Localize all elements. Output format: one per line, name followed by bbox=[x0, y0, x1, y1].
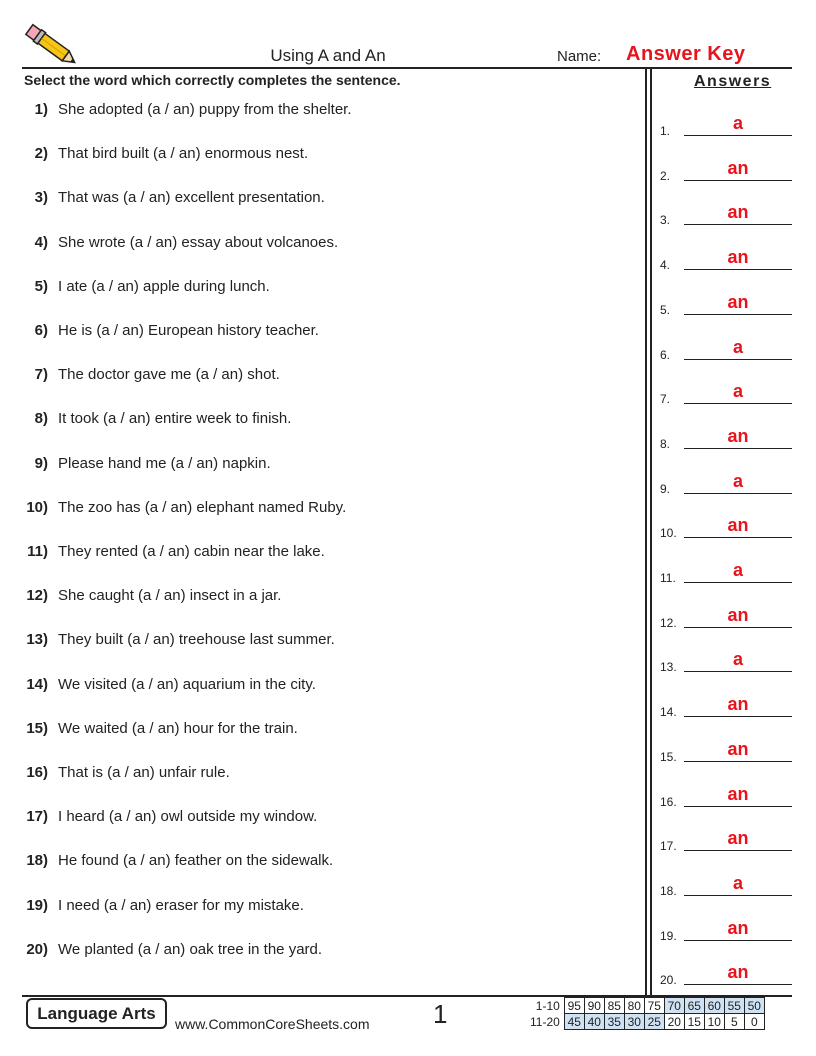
answer-item bbox=[660, 823, 795, 853]
answer-line bbox=[684, 269, 792, 270]
score-cell: 5 bbox=[724, 1014, 744, 1030]
question-text: He found (a / an) feather on the sidewalk. bbox=[58, 852, 334, 870]
answer-line bbox=[684, 314, 792, 315]
question-item bbox=[0, 940, 640, 964]
question-item bbox=[0, 675, 640, 699]
website-link: www.CommonCoreSheets.com bbox=[175, 1016, 370, 1032]
answer-line bbox=[684, 582, 792, 583]
answer-number: 15. bbox=[660, 749, 677, 764]
question-text: She adopted (a / an) puppy from the shelter. bbox=[58, 101, 352, 118]
score-cell: 90 bbox=[584, 998, 604, 1014]
question-text: We visited (a / an) aquarium in the city. bbox=[58, 675, 316, 693]
question-number: 16) bbox=[26, 764, 48, 781]
question-text: It took (a / an) entire week to finish. bbox=[58, 410, 292, 428]
answer-line bbox=[684, 135, 792, 136]
answer-number: 12. bbox=[660, 615, 677, 630]
answer-value: an bbox=[727, 738, 749, 759]
question-text: The zoo has (a / an) elephant named Ruby. bbox=[58, 498, 347, 516]
answer-line bbox=[684, 537, 792, 538]
answer-item bbox=[660, 510, 795, 540]
answer-value: an bbox=[727, 604, 749, 625]
question-number: 12) bbox=[26, 587, 48, 605]
question-text: That bird built (a / an) enormous nest. bbox=[58, 145, 309, 163]
answer-number: 9. bbox=[660, 481, 671, 496]
answer-line bbox=[684, 359, 792, 360]
answer-number: 17. bbox=[660, 839, 677, 854]
question-number: 9) bbox=[34, 454, 48, 472]
answer-number: 5. bbox=[660, 302, 671, 317]
answer-line bbox=[684, 761, 792, 762]
score-cell: 15 bbox=[684, 1014, 704, 1030]
answer-line bbox=[684, 806, 792, 807]
answer-number: 16. bbox=[660, 794, 677, 809]
score-cell: 20 bbox=[664, 1014, 684, 1030]
answer-item bbox=[660, 197, 795, 227]
answer-number: 20. bbox=[660, 973, 677, 988]
score-cell: 55 bbox=[724, 998, 744, 1014]
question-number: 8) bbox=[34, 410, 48, 428]
question-item bbox=[0, 630, 640, 654]
question-item bbox=[0, 851, 640, 875]
answer-number: 4. bbox=[660, 258, 671, 273]
score-cell: 85 bbox=[604, 998, 624, 1014]
answer-item bbox=[660, 242, 795, 272]
answer-value: a bbox=[732, 336, 743, 357]
answer-item bbox=[660, 957, 795, 987]
score-cell: 35 bbox=[604, 1014, 624, 1030]
answers-heading: Answers bbox=[694, 73, 772, 90]
answer-number: 10. bbox=[660, 526, 677, 541]
answer-item bbox=[660, 287, 795, 317]
score-cell: 40 bbox=[584, 1014, 604, 1030]
answer-number: 8. bbox=[660, 436, 671, 451]
answer-line bbox=[684, 671, 792, 672]
answer-number: 3. bbox=[660, 213, 671, 228]
score-cell: 75 bbox=[644, 998, 664, 1014]
answer-value: an bbox=[727, 247, 749, 268]
answer-line bbox=[684, 493, 792, 494]
question-text: That was (a / an) excellent presentation. bbox=[58, 189, 325, 207]
question-text: Please hand me (a / an) napkin. bbox=[58, 454, 271, 472]
question-text: He is (a / an) European history teacher. bbox=[58, 322, 319, 339]
answer-number: 7. bbox=[660, 392, 671, 407]
answer-number: 6. bbox=[660, 347, 671, 362]
answer-value: an bbox=[727, 291, 749, 312]
answer-line bbox=[684, 403, 792, 404]
score-cell: 70 bbox=[664, 998, 684, 1014]
question-item bbox=[0, 454, 640, 478]
question-text: I need (a / an) eraser for my mistake. bbox=[58, 896, 304, 914]
answer-item bbox=[660, 332, 795, 362]
question-number: 17) bbox=[26, 808, 48, 826]
answer-item bbox=[660, 868, 795, 898]
question-item bbox=[0, 896, 640, 920]
column-divider-right bbox=[650, 68, 652, 996]
answer-value: an bbox=[727, 828, 749, 849]
question-text: That is (a / an) unfair rule. bbox=[58, 764, 230, 781]
answer-number: 19. bbox=[660, 928, 677, 943]
column-divider-left bbox=[645, 68, 647, 996]
answer-item bbox=[660, 153, 795, 183]
score-row-label: 11-20 bbox=[530, 1014, 560, 1029]
answer-value: an bbox=[727, 202, 749, 223]
question-number: 3) bbox=[34, 189, 48, 207]
answer-value: a bbox=[732, 872, 743, 893]
question-text: They rented (a / an) cabin near the lake. bbox=[58, 543, 325, 560]
answer-value: an bbox=[727, 962, 749, 983]
question-item bbox=[0, 277, 640, 301]
answer-item bbox=[660, 689, 795, 719]
answer-number: 14. bbox=[660, 705, 677, 720]
page-number: 1 bbox=[433, 999, 448, 1029]
answer-value: an bbox=[727, 917, 749, 938]
question-text: I heard (a / an) owl outside my window. bbox=[58, 808, 318, 826]
score-cell: 60 bbox=[704, 998, 724, 1014]
answer-number: 18. bbox=[660, 883, 677, 898]
score-cell: 30 bbox=[624, 1014, 644, 1030]
question-number: 15) bbox=[26, 719, 48, 737]
answer-number: 2. bbox=[660, 168, 671, 183]
answer-line bbox=[684, 627, 792, 628]
score-cell: 25 bbox=[644, 1014, 664, 1030]
score-row bbox=[528, 1014, 764, 1030]
question-number: 11) bbox=[27, 543, 48, 560]
question-item bbox=[0, 719, 640, 743]
score-row bbox=[528, 998, 764, 1014]
answer-item bbox=[660, 376, 795, 406]
question-item bbox=[0, 409, 640, 433]
answer-line bbox=[684, 716, 792, 717]
question-number: 18) bbox=[26, 852, 48, 870]
answer-value: an bbox=[727, 515, 749, 536]
question-item bbox=[0, 100, 640, 124]
answer-item bbox=[660, 421, 795, 451]
answer-number: 13. bbox=[660, 660, 677, 675]
answer-item bbox=[660, 734, 795, 764]
answer-number: 11. bbox=[660, 571, 676, 585]
answer-line bbox=[684, 180, 792, 181]
answer-value: an bbox=[727, 694, 749, 715]
question-item bbox=[0, 498, 640, 522]
answer-item bbox=[660, 466, 795, 496]
answer-value: a bbox=[732, 649, 743, 670]
answer-value: an bbox=[727, 157, 749, 178]
answer-line bbox=[684, 224, 792, 225]
question-item bbox=[0, 542, 640, 566]
question-text: We planted (a / an) oak tree in the yard. bbox=[58, 940, 323, 958]
answer-value: an bbox=[727, 425, 749, 446]
answer-item bbox=[660, 779, 795, 809]
answer-item bbox=[660, 600, 795, 630]
question-item bbox=[0, 365, 640, 389]
score-cell: 10 bbox=[704, 1014, 724, 1030]
answer-item bbox=[660, 108, 795, 138]
question-number: 4) bbox=[34, 233, 48, 251]
question-number: 14) bbox=[26, 675, 48, 693]
answer-value: a bbox=[732, 560, 743, 580]
question-number: 5) bbox=[34, 277, 48, 295]
question-text: I ate (a / an) apple during lunch. bbox=[58, 277, 270, 295]
name-label: Name: bbox=[557, 48, 602, 65]
score-row-label: 1-10 bbox=[535, 998, 560, 1013]
question-number: 13) bbox=[26, 631, 48, 649]
score-cell: 65 bbox=[684, 998, 704, 1014]
answer-item bbox=[660, 913, 795, 943]
answer-line bbox=[684, 448, 792, 449]
answer-item bbox=[660, 555, 795, 585]
header-divider bbox=[22, 67, 792, 69]
answer-line bbox=[684, 984, 792, 985]
answer-line bbox=[684, 850, 792, 851]
question-number: 2) bbox=[34, 145, 48, 163]
worksheet-title: Using A and An bbox=[270, 46, 386, 65]
answer-line bbox=[684, 940, 792, 941]
question-number: 6) bbox=[34, 322, 48, 339]
score-cell: 80 bbox=[624, 998, 644, 1014]
question-number: 1) bbox=[34, 101, 48, 118]
answer-value: a bbox=[732, 113, 743, 133]
question-number: 19) bbox=[26, 896, 48, 914]
question-item bbox=[0, 763, 640, 787]
score-cell: 45 bbox=[564, 1014, 584, 1030]
question-number: 20) bbox=[26, 940, 48, 958]
question-text: The doctor gave me (a / an) shot. bbox=[58, 366, 280, 384]
language-arts-logo: Language Arts bbox=[26, 998, 167, 1029]
question-item bbox=[0, 807, 640, 831]
question-number: 7) bbox=[34, 366, 48, 384]
question-item bbox=[0, 321, 640, 345]
answer-value: an bbox=[727, 783, 749, 804]
instructions: Select the word which correctly completes the sentence. bbox=[24, 72, 401, 88]
question-item bbox=[0, 233, 640, 257]
answer-value: a bbox=[732, 381, 743, 402]
score-cell: 50 bbox=[744, 998, 764, 1014]
question-item bbox=[0, 586, 640, 610]
answer-line bbox=[684, 895, 792, 896]
answer-value: a bbox=[732, 470, 743, 491]
answer-item bbox=[660, 644, 795, 674]
pencil-icon bbox=[22, 22, 82, 70]
question-item bbox=[0, 188, 640, 212]
score-cell: 0 bbox=[744, 1014, 764, 1030]
question-text: She caught (a / an) insect in a jar. bbox=[58, 587, 282, 605]
answer-number: 1. bbox=[660, 124, 671, 138]
question-text: We waited (a / an) hour for the train. bbox=[58, 719, 298, 737]
question-text: They built (a / an) treehouse last summer. bbox=[58, 631, 335, 649]
question-text: She wrote (a / an) essay about volcanoes. bbox=[58, 233, 339, 251]
question-number: 10) bbox=[26, 498, 48, 516]
score-cell: 95 bbox=[564, 998, 584, 1014]
answer-key-label: Answer Key bbox=[626, 43, 746, 65]
score-table bbox=[528, 997, 765, 1030]
question-item bbox=[0, 144, 640, 168]
